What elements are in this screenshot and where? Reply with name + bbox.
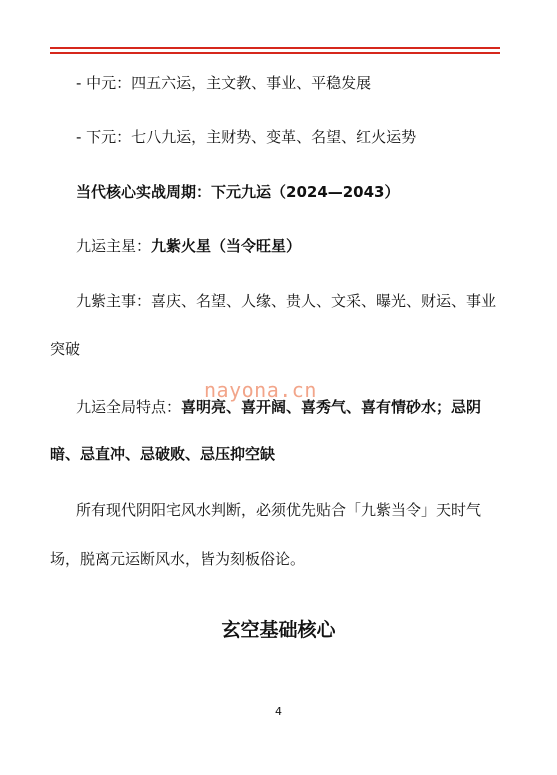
header-rule-top (50, 47, 500, 49)
line-modern-judgment: 所有现代阴阳宅风水判断，必须优先贴合「九紫当令」天时气 (76, 501, 482, 519)
line-zhongyuan: - 中元：四五六运，主文教、事业、平稳发展 (76, 74, 372, 92)
line-core-cycle: 当代核心实战周期：下元九运（2024—2043） (76, 183, 400, 201)
line-overall-features-cont: 暗、忌直冲、忌破败、忌压抑空缺 (50, 445, 276, 463)
overall-features-label: 九运全局特点： (76, 398, 182, 416)
line-overall-features (76, 397, 481, 417)
line-jiuzi-matters-cont: 突破 (50, 340, 81, 358)
section-title: 玄空基础核心 (221, 619, 336, 641)
line-xiayuan: - 下元：七八九运，主财势、变革、名望、红火运势 (76, 128, 417, 146)
main-star-label: 九运主星： (76, 237, 152, 255)
main-star-value: 九紫火星（当令旺星） (151, 237, 302, 255)
header-rule-bottom (50, 52, 500, 54)
line-jiuzi-matters: 九紫主事：喜庆、名望、人缘、贵人、文采、曝光、财运、事业 (76, 292, 497, 310)
line-modern-judgment-cont: 场，脱离元运断风水，皆为刻板俗论。 (50, 550, 306, 568)
watermark: nayona.cn (204, 378, 317, 402)
overall-features-value: 喜明亮、喜开阔、喜秀气、喜有情砂水；忌阴 (181, 398, 482, 416)
page-number: 4 (275, 705, 282, 718)
line-main-star (76, 236, 301, 256)
